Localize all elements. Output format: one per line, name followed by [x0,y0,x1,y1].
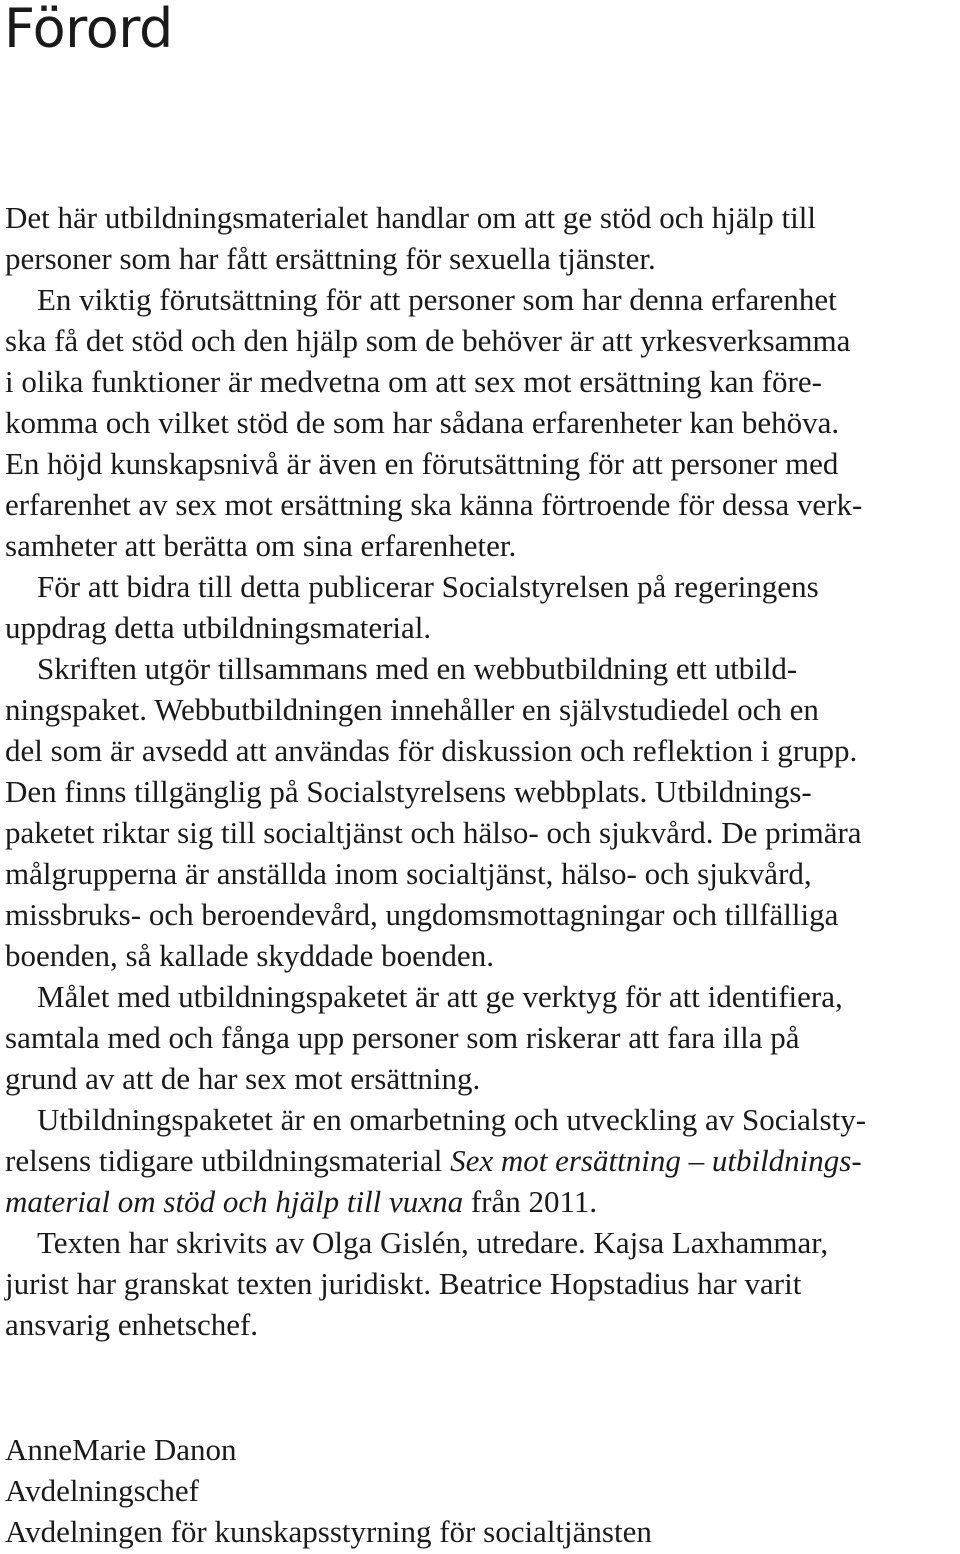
text-line: del som är avsedd att användas för diskussion och reflektion i grupp. [5,733,858,768]
signature-department: Avdelningen för kunskapsstyrning för socialtjänsten [5,1514,652,1549]
signature-title: Avdelningschef [5,1473,199,1508]
text-line: Målet med utbildningspaketet är att ge verktyg för att identifiera, [37,979,843,1014]
paragraph-intro [5,197,960,279]
paragraph-publication [5,566,960,648]
text-line: personer som har fått ersättning för sexuella tjänster. [5,241,656,276]
foreword-body [5,197,960,1345]
text-line: jurist har granskat texten juridiskt. Beatrice Hopstadius har varit [5,1266,802,1301]
text-line: Utbildningspaketet är en omarbetning och utveckling av Socialsty- [37,1102,867,1137]
text-line [5,1181,960,1222]
page-title: Förord [4,0,173,60]
publication-title-italic: material om stöd och hjälp till vuxna [5,1184,464,1219]
paragraph-prerequisite [5,279,960,443]
paragraph-knowledge [5,443,960,566]
text-line: Det här utbildningsmaterialet handlar om att ge stöd och hjälp till [5,200,816,235]
paragraph-goal [5,976,960,1099]
text-line: missbruks- och beroendevård, ungdomsmottagningar och tillfälliga [5,897,839,932]
text-line: Texten har skrivits av Olga Gislén, utredare. Kajsa Laxhammar, [37,1225,829,1260]
signature-block [5,1429,652,1552]
text-fragment: relsens tidigare utbildningsmaterial [5,1143,451,1178]
text-line: erfarenhet av sex mot ersättning ska känna förtroende för dessa verk- [5,487,863,522]
text-line: En höjd kunskapsnivå är även en förutsättning för att personer med [5,446,839,481]
text-fragment: från 2011. [463,1184,598,1219]
signature-name: AnneMarie Danon [5,1432,237,1467]
text-line: paketet riktar sig till socialtjänst och hälso- och sjukvård. De primära [5,815,862,850]
text-line: Den finns tillgänglig på Socialstyrelsens webbplats. Utbildnings- [5,774,812,809]
text-line [5,1140,960,1181]
text-line: grund av att de har sex mot ersättning. [5,1061,481,1096]
paragraph-package [5,648,960,976]
text-line: Skriften utgör tillsammans med en webbutbildning ett utbild- [37,651,798,686]
text-line: i olika funktioner är medvetna om att sex mot ersättning kan före- [5,364,822,399]
paragraph-revision [5,1099,960,1222]
text-line: uppdrag detta utbildningsmaterial. [5,610,432,645]
text-line: För att bidra till detta publicerar Socialstyrelsen på regeringens [37,569,819,604]
text-line: ansvarig enhetschef. [5,1307,259,1342]
text-line: samheter att berätta om sina erfarenheter. [5,528,517,563]
text-line: En viktig förutsättning för att personer som har denna erfarenhet [37,282,837,317]
text-line: målgrupperna är anställda inom socialtjänst, hälso- och sjukvård, [5,856,812,891]
paragraph-credits [5,1222,960,1345]
text-line: komma och vilket stöd de som har sådana erfarenheter kan behöva. [5,405,840,440]
publication-title-italic: Sex mot ersättning – utbildnings- [450,1143,862,1178]
text-line: ska få det stöd och den hjälp som de behöver är att yrkesverksamma [5,323,851,358]
text-line: samtala med och fånga upp personer som riskerar att fara illa på [5,1020,800,1055]
text-line: ningspaket. Webbutbildningen innehåller en självstudiedel och en [5,692,819,727]
text-line: boenden, så kallade skyddade boenden. [5,938,494,973]
